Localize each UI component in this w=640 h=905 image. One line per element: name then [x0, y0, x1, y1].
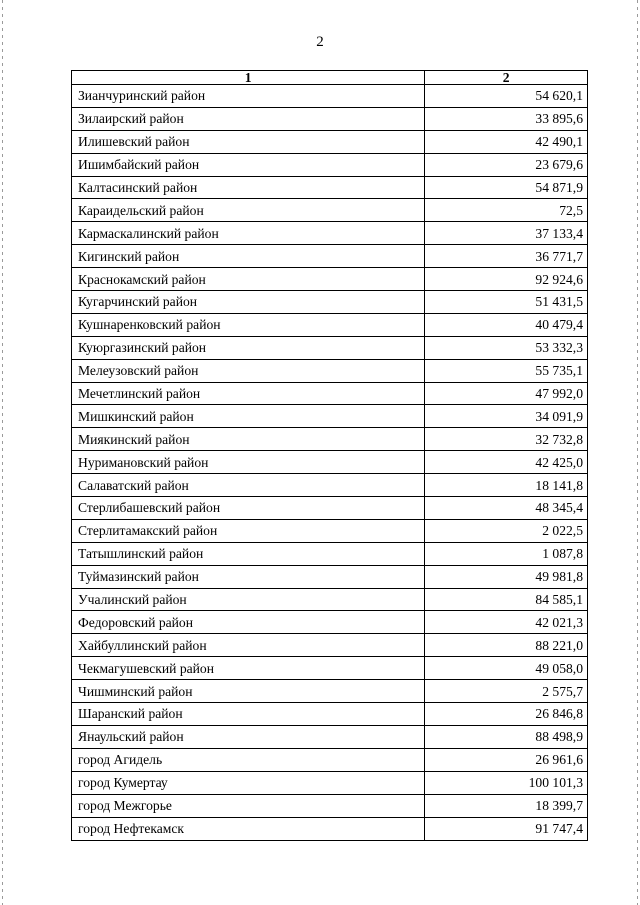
district-name-cell: Кушнаренковский район — [72, 313, 425, 336]
table-row — [72, 428, 588, 451]
scan-edge-right — [637, 0, 638, 905]
value-cell: 26 961,6 — [425, 748, 588, 771]
district-name-cell: Кигинский район — [72, 245, 425, 268]
district-name-cell: Мечетлинский район — [72, 382, 425, 405]
district-name-cell: Чишминский район — [72, 680, 425, 703]
district-name-cell: Кугарчинский район — [72, 291, 425, 314]
table-header-row — [72, 71, 588, 85]
district-name-cell: Мелеузовский район — [72, 359, 425, 382]
table-row — [72, 497, 588, 520]
value-cell: 53 332,3 — [425, 336, 588, 359]
table-row — [72, 291, 588, 314]
table-row — [72, 703, 588, 726]
district-name-cell: Нуримановский район — [72, 451, 425, 474]
table-row — [72, 657, 588, 680]
table-row — [72, 771, 588, 794]
district-name-cell: город Межгорье — [72, 794, 425, 817]
page-number: 2 — [316, 34, 324, 50]
value-cell: 36 771,7 — [425, 245, 588, 268]
district-name-cell: Стерлибашевский район — [72, 497, 425, 520]
district-name-cell: Кармаскалинский район — [72, 222, 425, 245]
table-row — [72, 222, 588, 245]
table-row — [72, 680, 588, 703]
table-row — [72, 588, 588, 611]
table-row — [72, 405, 588, 428]
value-cell: 92 924,6 — [425, 268, 588, 291]
table-row — [72, 313, 588, 336]
table-row — [72, 634, 588, 657]
table-row — [72, 542, 588, 565]
value-cell: 54 620,1 — [425, 85, 588, 108]
data-table — [71, 70, 588, 841]
value-cell: 84 585,1 — [425, 588, 588, 611]
district-name-cell: Мишкинский район — [72, 405, 425, 428]
table-row — [72, 725, 588, 748]
value-cell: 18 399,7 — [425, 794, 588, 817]
district-name-cell: Калтасинский район — [72, 176, 425, 199]
value-cell: 42 490,1 — [425, 130, 588, 153]
value-cell: 2 022,5 — [425, 519, 588, 542]
district-name-cell: Ишимбайский район — [72, 153, 425, 176]
table-row — [72, 611, 588, 634]
district-name-cell: Хайбуллинский район — [72, 634, 425, 657]
table-row — [72, 359, 588, 382]
table-row — [72, 817, 588, 840]
district-name-cell: Миякинский район — [72, 428, 425, 451]
district-name-cell: Шаранский район — [72, 703, 425, 726]
district-name-cell: город Агидель — [72, 748, 425, 771]
district-name-cell: Илишевский район — [72, 130, 425, 153]
district-name-cell: Татышлинский район — [72, 542, 425, 565]
table-row — [72, 199, 588, 222]
value-cell: 49 981,8 — [425, 565, 588, 588]
column-header-2: 2 — [425, 71, 588, 85]
table-row — [72, 565, 588, 588]
value-cell: 100 101,3 — [425, 771, 588, 794]
value-cell: 88 221,0 — [425, 634, 588, 657]
table-row — [72, 268, 588, 291]
district-name-cell: Краснокамский район — [72, 268, 425, 291]
value-cell: 32 732,8 — [425, 428, 588, 451]
value-cell: 2 575,7 — [425, 680, 588, 703]
value-cell: 55 735,1 — [425, 359, 588, 382]
value-cell: 54 871,9 — [425, 176, 588, 199]
table-row — [72, 130, 588, 153]
table-row — [72, 794, 588, 817]
value-cell: 91 747,4 — [425, 817, 588, 840]
value-cell: 51 431,5 — [425, 291, 588, 314]
value-cell: 42 021,3 — [425, 611, 588, 634]
district-name-cell: Учалинский район — [72, 588, 425, 611]
district-name-cell: город Кумертау — [72, 771, 425, 794]
value-cell: 1 087,8 — [425, 542, 588, 565]
table-row — [72, 107, 588, 130]
table-row — [72, 474, 588, 497]
value-cell: 88 498,9 — [425, 725, 588, 748]
value-cell: 18 141,8 — [425, 474, 588, 497]
table-row — [72, 748, 588, 771]
table-row — [72, 245, 588, 268]
scan-edge-left — [2, 0, 3, 905]
district-name-cell: Караидельский район — [72, 199, 425, 222]
table-row — [72, 176, 588, 199]
table-row — [72, 153, 588, 176]
table-row — [72, 336, 588, 359]
value-cell: 48 345,4 — [425, 497, 588, 520]
table-row — [72, 519, 588, 542]
table-row — [72, 451, 588, 474]
table-row — [72, 382, 588, 405]
value-cell: 33 895,6 — [425, 107, 588, 130]
district-name-cell: Куюргазинский район — [72, 336, 425, 359]
value-cell: 26 846,8 — [425, 703, 588, 726]
table-body — [72, 85, 588, 841]
district-name-cell: Салаватский район — [72, 474, 425, 497]
value-cell: 72,5 — [425, 199, 588, 222]
district-name-cell: Зилаирский район — [72, 107, 425, 130]
district-name-cell: Чекмагушевский район — [72, 657, 425, 680]
value-cell: 40 479,4 — [425, 313, 588, 336]
value-cell: 42 425,0 — [425, 451, 588, 474]
value-cell: 23 679,6 — [425, 153, 588, 176]
value-cell: 49 058,0 — [425, 657, 588, 680]
value-cell: 34 091,9 — [425, 405, 588, 428]
district-name-cell: Туймазинский район — [72, 565, 425, 588]
district-name-cell: Стерлитамакский район — [72, 519, 425, 542]
table-row — [72, 85, 588, 108]
value-cell: 37 133,4 — [425, 222, 588, 245]
value-cell: 47 992,0 — [425, 382, 588, 405]
district-name-cell: Федоровский район — [72, 611, 425, 634]
district-name-cell: Зианчуринский район — [72, 85, 425, 108]
district-name-cell: Янаульский район — [72, 725, 425, 748]
district-name-cell: город Нефтекамск — [72, 817, 425, 840]
column-header-1: 1 — [72, 71, 425, 85]
